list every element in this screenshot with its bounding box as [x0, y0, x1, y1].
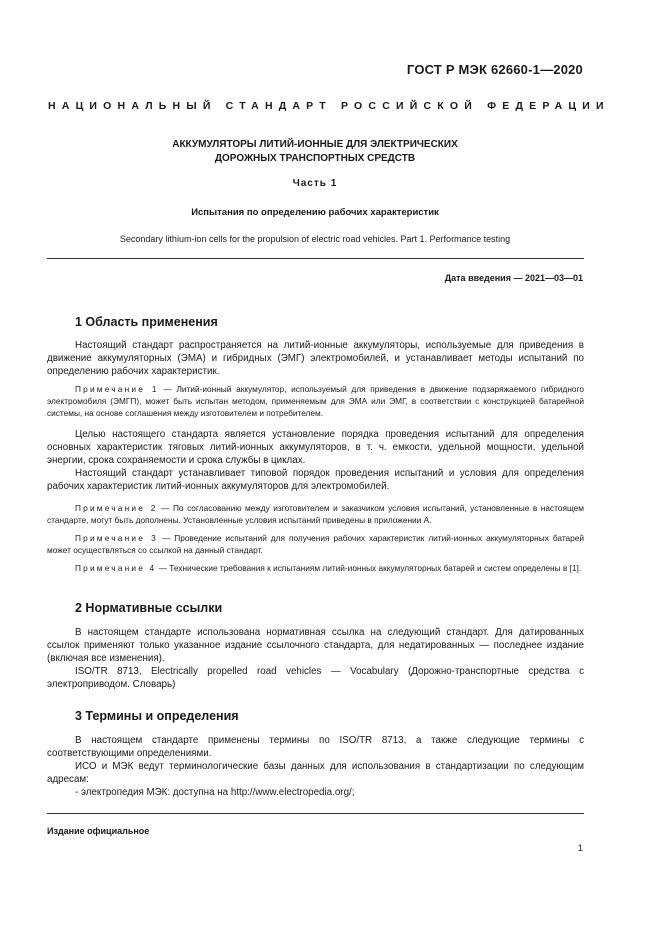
- header-divider: [47, 258, 584, 259]
- section-2-heading: 2 Нормативные ссылки: [75, 601, 223, 615]
- note-text: — По согласованию между изготовителем и заказчиком условия испытаний, установленные в настоящем стандарте, могут быть дополнены. Установленные условия испытаний приведены в приложении А.: [47, 503, 584, 525]
- national-standard-banner: НАЦИОНАЛЬНЫЙ СТАНДАРТ РОССИЙСКОЙ ФЕДЕРАЦИИ: [48, 100, 610, 112]
- note-label: Примечание 2: [75, 503, 158, 513]
- note-label: Примечание 4: [75, 563, 157, 573]
- section-1-note-1: [47, 383, 584, 419]
- note-text: — Литий-ионный аккумулятор, используемый для приведения в движение подзаряжаемого гибридного электромобиля (ЭМГП), может быть испытан методом, применяемым для ЭМА или ЭМГ, в соответствии с конструкцией батарейной системы, на основе соглашения между изготовителем и потребителем.: [47, 384, 584, 418]
- document-title-line-2: ДОРОЖНЫХ ТРАНСПОРТНЫХ СРЕДСТВ: [214, 153, 416, 164]
- standard-code: ГОСТ Р МЭК 62660-1—2020: [406, 62, 583, 77]
- note-text: — Технические требования к испытаниям литий-ионных аккумуляторных батарей и систем определены в [1].: [156, 563, 582, 573]
- part-number: Часть 1: [292, 178, 338, 189]
- section-1-paragraph-2: Целью настоящего стандарта является установление порядка проведения испытаний для определения основных характеристик тяговых литий-ионных аккумуляторов, в т. ч. емкости, удельной мощности, удельной энергии, срока сохраняемости и срока службы в циклах.: [47, 429, 584, 466]
- section-1-paragraph-3: Настоящий стандарт устанавливает типовой порядок проведения испытаний и условия для определения рабочих характеристик литий-ионных аккумуляторов для электромобилей.: [47, 468, 584, 492]
- english-title: Secondary lithium-ion cells for the propulsion of electric road vehicles. Part 1. Performance testing: [119, 234, 511, 244]
- page-number: 1: [577, 843, 583, 854]
- section-3-paragraph-1: В настоящем стандарте применены термины по ISO/TR 8713, а также следующие термины с соответствующими определениями.: [47, 735, 584, 759]
- note-text: — Проведение испытаний для получения рабочих характеристик литий-ионных аккумуляторных батарей может осуществляться со ссылкой на данный стандарт.: [47, 533, 585, 555]
- section-1-note-4: [47, 562, 584, 574]
- section-2-paragraph-2: ISO/TR 8713, Electrically propelled road vehicles — Vocabulary (Дорожно-транспортные средства с электроприводом. Словарь): [47, 666, 584, 690]
- document-title-line-1: АККУМУЛЯТОРЫ ЛИТИЙ-ИОННЫЕ ДЛЯ ЭЛЕКТРИЧЕСКИХ: [172, 139, 458, 150]
- section-2-paragraph-1: В настоящем стандарте использована нормативная ссылка на следующий стандарт. Для датированных ссылок применяют только указанное издание ссылочного стандарта, для недатированных — последнее издание (включая все изменения).: [47, 627, 584, 664]
- section-3-heading: 3 Термины и определения: [75, 709, 239, 723]
- document-title: [60, 138, 570, 166]
- list-item: - электропедия МЭК: доступна на http://www.electropedia.org/;: [75, 787, 355, 798]
- section-1-paragraph-1: Настоящий стандарт распространяется на литий-ионные аккумуляторы, используемые для приведения в движение аккумуляторных (ЭМА) и гибридных (ЭМГ) электромобилей, и устанавливает методы испытаний по определению рабочих характеристик.: [47, 340, 584, 377]
- section-3-paragraph-2: ИСО и МЭК ведут терминологические базы данных для использования в стандартизации по следующим адресам:: [47, 761, 584, 785]
- note-label: Примечание 3: [75, 533, 159, 543]
- edition-label: Издание официальное: [47, 826, 150, 836]
- section-1-note-2: [47, 502, 584, 526]
- section-1-heading: 1 Область применения: [75, 315, 218, 329]
- section-1-note-3: [47, 532, 584, 556]
- note-label: Примечание 1: [75, 384, 159, 394]
- introduction-date: Дата введения — 2021—03—01: [444, 273, 583, 283]
- footer-divider: [47, 813, 584, 814]
- document-subtitle: Испытания по определению рабочих характеристик: [191, 207, 439, 218]
